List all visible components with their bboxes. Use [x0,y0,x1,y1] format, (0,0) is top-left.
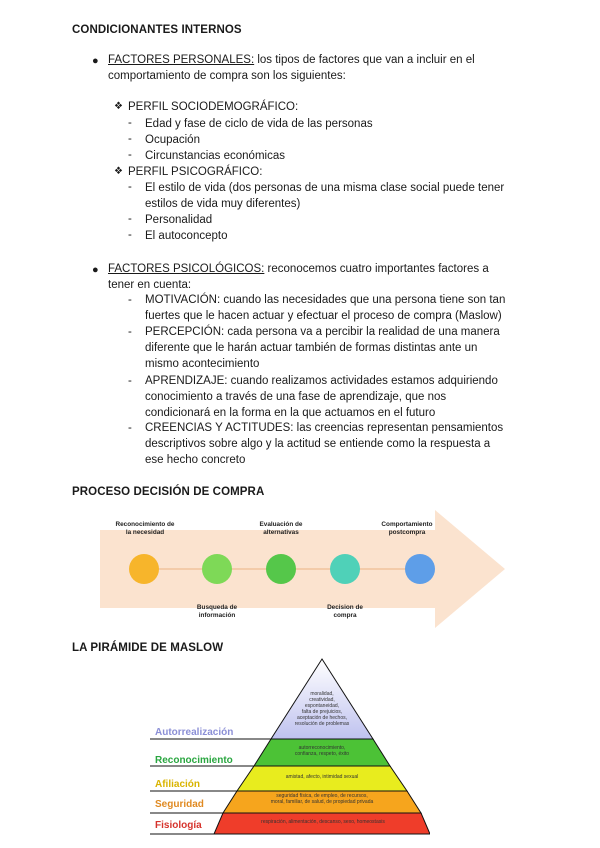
step-label-reconocimiento [104,521,186,536]
factores-personales-text2: comportamiento de compra son los siguientes: [108,70,346,82]
line: falta de prejuicios, [301,709,343,715]
list-item-motivacion [145,292,545,324]
dash-icon: - [128,229,132,241]
line: ese hecho concreto [145,454,246,466]
list-item-percepcion [145,324,545,372]
line: Busqueda de [196,604,238,611]
line: información [198,611,236,619]
step-circle-3 [266,554,296,584]
line: alternativas [263,528,299,536]
factores-psicologicos-text2: tener en cuenta: [108,279,192,291]
line: conocimiento a través de una fase de aprendizaje, que nos [145,391,447,403]
perfil-psicografico: PERFIL PSICOGRÁFICO: [128,166,263,178]
level-name-reconocimiento: Reconocimiento [155,755,233,766]
section-title-maslow: LA PIRÁMIDE DE MASLOW [72,642,224,654]
list-item: Ocupación [145,134,200,146]
list-item-continuation: estilos de vida muy diferentes) [145,198,301,210]
level-name-afiliacion: Afiliación [155,779,201,790]
perfil-sociodemografico: PERFIL SOCIODEMOGRÁFICO: [128,101,299,113]
dash-icon: - [128,149,132,161]
line: moral, familiar, de salud, de propiedad privada [270,799,374,805]
line: descriptivos sobre algo y la actitud se entiende como la respuesta a [145,438,491,450]
step-label-evaluacion [244,521,318,536]
line: diferente que le harán actuar también de formas distintas ante un [145,342,478,354]
line: creatividad, [309,697,335,703]
dash-icon: - [128,117,132,129]
line: moralidad, [310,691,334,697]
line: Comportamiento [381,521,433,528]
line: APRENDIZAJE: cuando realizamos actividades estamos adquiriendo [145,375,498,387]
list-item: Edad y fase de ciclo de vida de las personas [145,118,373,130]
diamond-bullet-icon: ❖ [114,101,123,112]
dash-icon: - [128,422,132,434]
factores-psicologicos-text1: reconocemos cuatro importantes factores a [264,263,489,275]
line: espontaneidad, [304,703,340,709]
section-title-internos: CONDICIONANTES INTERNOS [72,24,242,36]
line: Reconocimiento de [115,521,175,528]
line: la necesidad [125,528,165,536]
line: resolución de problemas [294,721,350,727]
line: respiración, alimentación, descanso, sexo, homeostasis [261,819,385,825]
step-label-busqueda [183,604,251,619]
line: Evaluación de [259,521,303,528]
level-name-autorrealizacion: Autorrealización [155,727,234,738]
bullet-icon: ● [92,264,99,276]
list-item: Personalidad [145,214,213,226]
pyramid-text-fisiologia [220,819,426,825]
step-circle-1 [129,554,159,584]
factores-personales-label: FACTORES PERSONALES: [108,54,255,66]
list-item: Circunstancias económicas [145,150,285,162]
line: postcompra [388,528,426,536]
dash-icon: - [128,181,132,193]
section-title-proceso: PROCESO DECISIÓN DE COMPRA [72,486,265,498]
list-item-aprendizaje [145,373,545,421]
factores-psicologicos [108,261,548,293]
pyramid-text-afiliacion [250,774,394,780]
factores-personales [108,52,548,84]
line: amistad, afecto, intimidad sexual [285,774,359,780]
list-item: El autoconcepto [145,230,228,242]
pyramid-text-seguridad [232,793,412,805]
level-name-fisiologia: Fisiología [155,820,202,831]
factores-personales-text1: los tipos de factores que van a incluir en el [254,54,475,66]
bullet-icon: ● [92,55,99,67]
line: MOTIVACIÓN: cuando las necesidades que una persona tiene son tan [145,294,506,306]
line: Decision de [327,604,363,611]
line: PERCEPCIÓN: cada persona va a percibir la realidad de una manera [145,326,500,338]
line: mismo acontecimiento [145,358,260,370]
line: confianza, respeto, éxito [294,751,350,757]
dash-icon: - [128,375,132,387]
dash-icon: - [128,133,132,145]
line: compra [333,611,357,619]
level-name-seguridad: Seguridad [155,799,204,810]
line: seguridad física, de empleo, de recursos, [276,793,368,799]
pyramid-text-reconocimiento [262,745,382,757]
line: autorreconocimiento, [298,745,346,751]
line: fuertes que le hacen actuar y efectuar el proceso de compra (Maslow) [145,310,502,322]
line: condicionará en la forma en la que actuamos en el futuro [145,407,436,419]
line: CREENCIAS Y ACTITUDES: las creencias representan pensamientos [145,422,504,434]
factores-psicologicos-label: FACTORES PSICOLÓGICOS: [108,263,265,275]
dash-icon: - [128,294,132,306]
diamond-bullet-icon: ❖ [114,166,123,177]
dash-icon: - [128,213,132,225]
step-label-decision [312,604,378,619]
list-item: El estilo de vida (dos personas de una misma clase social puede tener [145,182,505,194]
step-circle-4 [330,554,360,584]
step-circle-2 [202,554,232,584]
step-circle-5 [405,554,435,584]
step-label-postcompra [370,521,444,536]
dash-icon: - [128,326,132,338]
line: aceptación de hechos, [296,715,348,721]
list-item-creencias [145,420,545,468]
pyramid-text-autorrealizacion [278,691,366,727]
